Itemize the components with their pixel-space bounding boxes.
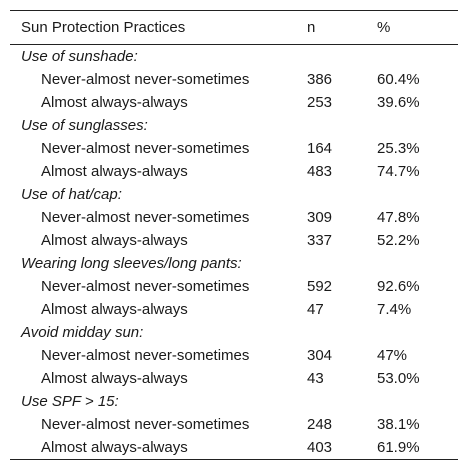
row-n: 592 — [307, 278, 333, 295]
group-title-row — [10, 114, 458, 137]
row-n: 47 — [307, 301, 324, 318]
table-row — [10, 436, 458, 459]
row-n: 43 — [307, 370, 324, 387]
row-percent: 52.2% — [377, 232, 420, 249]
group-title: Use of hat/cap: — [21, 186, 122, 203]
group-title: Use SPF > 15: — [21, 393, 119, 410]
group-title-row — [10, 183, 458, 206]
row-percent: 39.6% — [377, 94, 420, 111]
row-percent: 25.3% — [377, 140, 420, 157]
group-title: Avoid midday sun: — [21, 324, 144, 341]
group-title-row — [10, 252, 458, 275]
header-n: n — [307, 19, 316, 36]
row-percent: 7.4% — [377, 301, 412, 318]
group-title-row — [10, 45, 458, 68]
row-percent: 92.6% — [377, 278, 420, 295]
table-row — [10, 206, 458, 229]
row-label: Never-almost never-sometimes — [41, 347, 250, 364]
row-percent: 61.9% — [377, 439, 420, 456]
table-row — [10, 137, 458, 160]
row-label: Never-almost never-sometimes — [41, 71, 250, 88]
group-title: Wearing long sleeves/long pants: — [21, 255, 242, 272]
row-label: Almost always-always — [41, 439, 188, 456]
row-label: Never-almost never-sometimes — [41, 209, 250, 226]
row-percent: 47% — [377, 347, 408, 364]
row-percent: 74.7% — [377, 163, 420, 180]
row-percent: 38.1% — [377, 416, 420, 433]
row-n: 483 — [307, 163, 333, 180]
table-row — [10, 91, 458, 114]
row-n: 304 — [307, 347, 333, 364]
sun-protection-table — [10, 10, 458, 460]
row-percent: 53.0% — [377, 370, 420, 387]
table-header-row — [10, 11, 458, 45]
row-n: 386 — [307, 71, 333, 88]
group-title: Use of sunshade: — [21, 48, 138, 65]
table-row — [10, 229, 458, 252]
table-row — [10, 367, 458, 390]
table-row — [10, 160, 458, 183]
row-label: Almost always-always — [41, 370, 188, 387]
row-n: 309 — [307, 209, 333, 226]
row-percent: 60.4% — [377, 71, 420, 88]
header-percent: % — [377, 19, 391, 36]
row-label: Never-almost never-sometimes — [41, 140, 250, 157]
row-label: Never-almost never-sometimes — [41, 416, 250, 433]
header-practice: Sun Protection Practices — [21, 19, 186, 36]
row-n: 248 — [307, 416, 333, 433]
group-title: Use of sunglasses: — [21, 117, 148, 134]
row-label: Never-almost never-sometimes — [41, 278, 250, 295]
row-label: Almost always-always — [41, 232, 188, 249]
table-row — [10, 68, 458, 91]
row-n: 164 — [307, 140, 333, 157]
row-percent: 47.8% — [377, 209, 420, 226]
group-title-row — [10, 321, 458, 344]
row-label: Almost always-always — [41, 163, 188, 180]
table-row — [10, 298, 458, 321]
group-title-row — [10, 390, 458, 413]
row-label: Almost always-always — [41, 301, 188, 318]
table-row — [10, 275, 458, 298]
table-row — [10, 344, 458, 367]
row-label: Almost always-always — [41, 94, 188, 111]
row-n: 337 — [307, 232, 333, 249]
table-row — [10, 413, 458, 436]
row-n: 253 — [307, 94, 333, 111]
row-n: 403 — [307, 439, 333, 456]
